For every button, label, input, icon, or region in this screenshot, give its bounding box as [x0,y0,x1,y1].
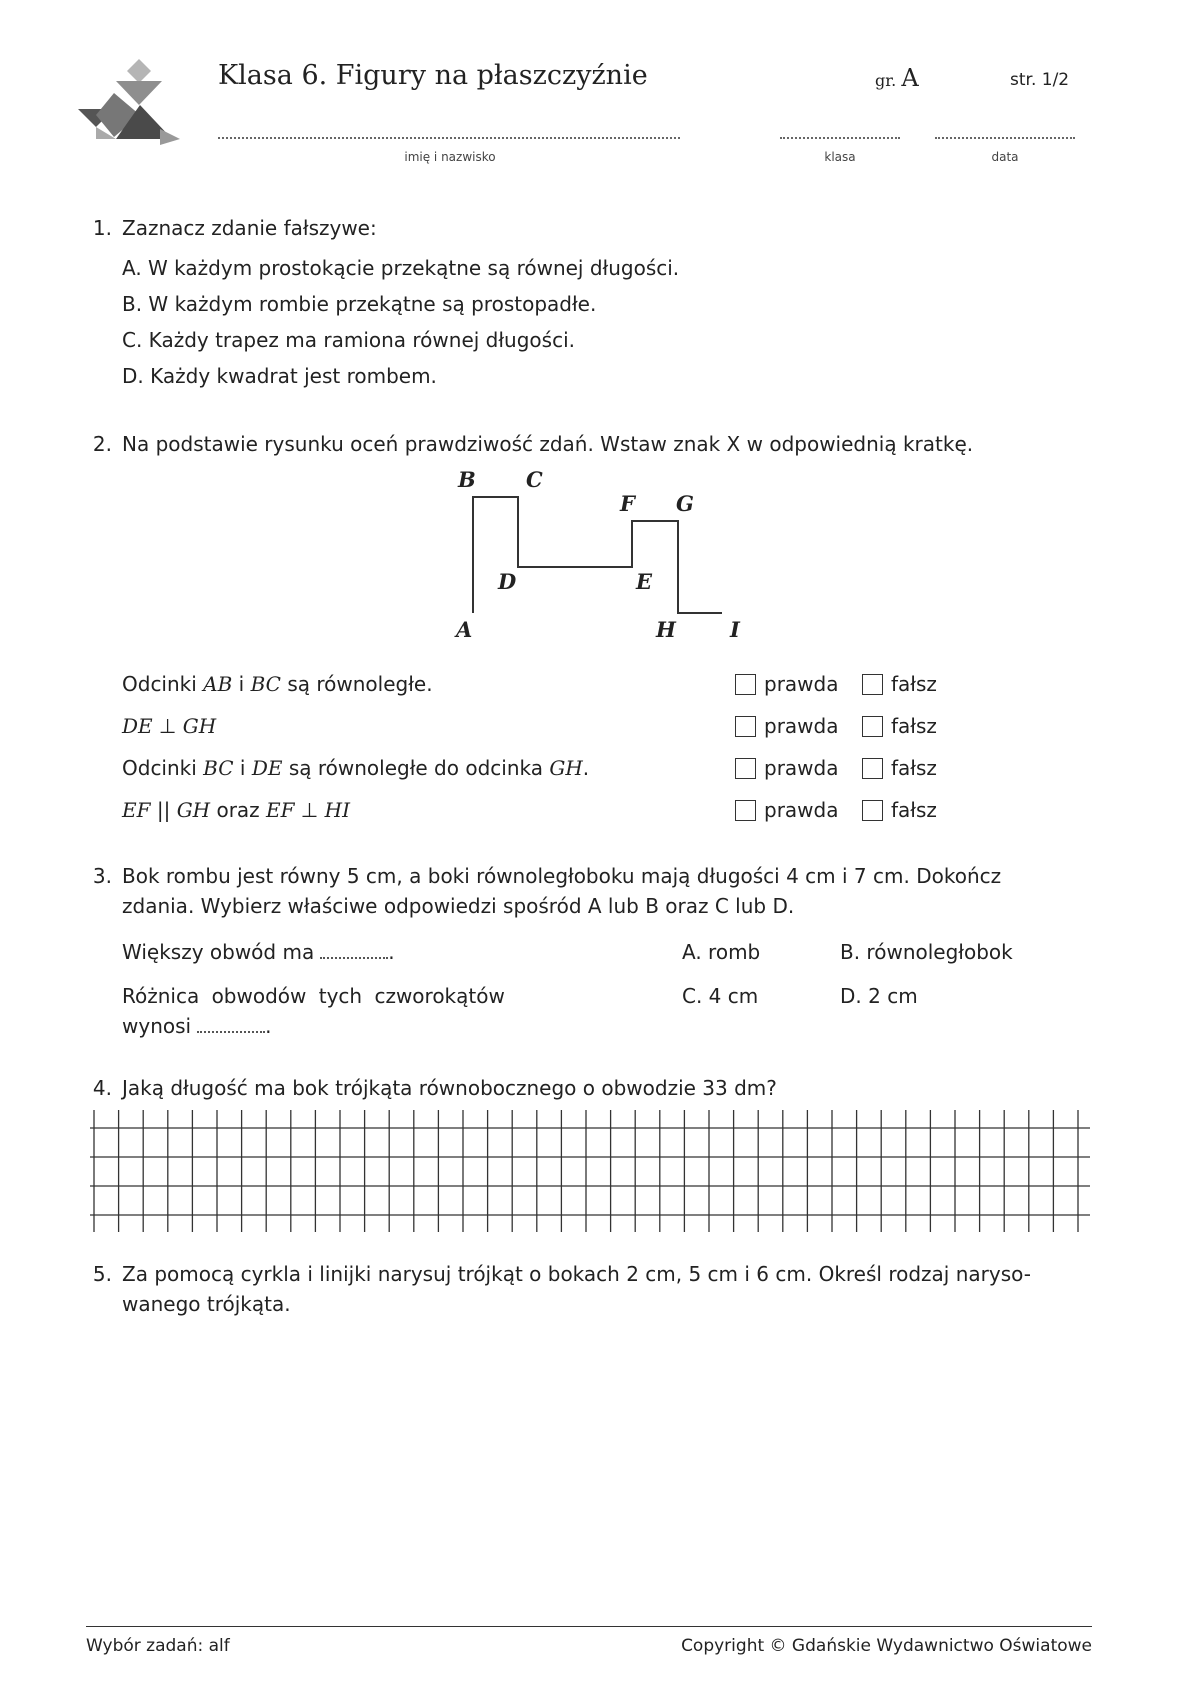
q2-statement-2: DE ⊥ GH [122,714,217,738]
checkbox[interactable] [735,716,756,737]
q5-number: 5. [92,1262,112,1286]
label-e: E [636,569,653,594]
q2-row2-true: prawda [735,714,838,738]
q5-prompt-line2: wanego trójkąta. [122,1292,291,1316]
q3-option-c: C. 4 cm [682,984,759,1008]
label-i: I [730,617,740,642]
group-indicator [875,64,919,92]
q4-number: 4. [92,1076,112,1100]
q2-prompt: Na podstawie rysunku oceń prawdziwość zdań. Wstaw znak X w odpowiednią kratkę. [122,432,974,456]
q3-prompt-line1: Bok rombu jest równy 5 cm, a boki równoległoboku mają długości 4 cm i 7 cm. Dokończ [122,864,1002,888]
q1-option-c: C. Każdy trapez ma ramiona równej długości. [122,328,575,352]
label-d: D [498,569,517,594]
checkbox[interactable] [862,758,883,779]
class-field[interactable] [780,137,900,139]
q2-statement-3: Odcinki BC i DE są równoległe do odcinka GH. [122,756,590,780]
q3-row1-text: Większy obwód ma . [122,940,395,964]
q2-statement-4: EF || GH oraz EF ⊥ HI [122,798,351,822]
checkbox[interactable] [735,758,756,779]
group-letter: A [901,64,919,92]
group-prefix: gr. [875,71,897,90]
q2-row1-true: prawda [735,672,838,696]
page-title: Klasa 6. Figury na płaszczyźnie [218,60,648,91]
q3-prompt-line2: zdania. Wybierz właściwe odpowiedzi spośród A lub B oraz C lub D. [122,894,795,918]
q2-row1-false: fałsz [862,672,937,696]
q1-option-a: A. W każdym prostokącie przekątne są równej długości. [122,256,680,280]
q1-option-d: D. Każdy kwadrat jest rombem. [122,364,437,388]
answer-grid[interactable] [90,1110,1090,1232]
label-b: B [458,467,476,492]
answer-blank[interactable] [320,947,388,959]
q1-number: 1. [92,216,112,240]
label-h: H [656,617,676,642]
q2-row3-true: prawda [735,756,838,780]
label-a: A [456,617,473,642]
checkbox[interactable] [735,674,756,695]
q3-option-a: A. romb [682,940,761,964]
footer-right: Copyright © Gdańskie Wydawnictwo Oświatowe [681,1636,1092,1656]
class-label: klasa [824,150,856,164]
checkbox[interactable] [862,716,883,737]
q1-option-b: B. W każdym rombie przekątne są prostopadłe. [122,292,597,316]
q5-prompt-line1: Za pomocą cyrkla i linijki narysuj trójkąt o bokach 2 cm, 5 cm i 6 cm. Określ rodzaj naryso- [122,1262,1031,1286]
label-f: F [620,491,635,516]
q2-row4-false: fałsz [862,798,937,822]
publisher-logo [76,55,184,147]
q4-prompt: Jaką długość ma bok trójkąta równobocznego o obwodzie 33 dm? [122,1076,777,1100]
q3-option-b: B. równoległobok [840,940,1013,964]
q2-row2-false: fałsz [862,714,937,738]
q3-row2-text-line1: Różnica obwodów tych czworokątów [122,984,505,1008]
label-c: C [526,467,543,492]
q3-number: 3. [92,864,112,888]
page-number: str. 1/2 [1010,70,1070,90]
footer-rule [86,1626,1092,1627]
q2-statement-1: Odcinki AB i BC są równoległe. [122,672,433,696]
q2-number: 2. [92,432,112,456]
footer-left: Wybór zadań: alf [86,1636,230,1656]
checkbox[interactable] [862,800,883,821]
name-label: imię i nazwisko [404,150,496,164]
date-label: data [991,150,1019,164]
q2-row3-false: fałsz [862,756,937,780]
date-field[interactable] [935,137,1075,139]
label-g: G [676,491,694,516]
name-field[interactable] [218,137,680,139]
checkbox[interactable] [862,674,883,695]
q2-row4-true: prawda [735,798,838,822]
q3-row2-text-line2: wynosi . [122,1014,272,1038]
q2-figure [440,465,770,645]
q1-prompt: Zaznacz zdanie fałszywe: [122,216,377,240]
checkbox[interactable] [735,800,756,821]
answer-blank[interactable] [197,1021,265,1033]
q3-option-d: D. 2 cm [840,984,918,1008]
